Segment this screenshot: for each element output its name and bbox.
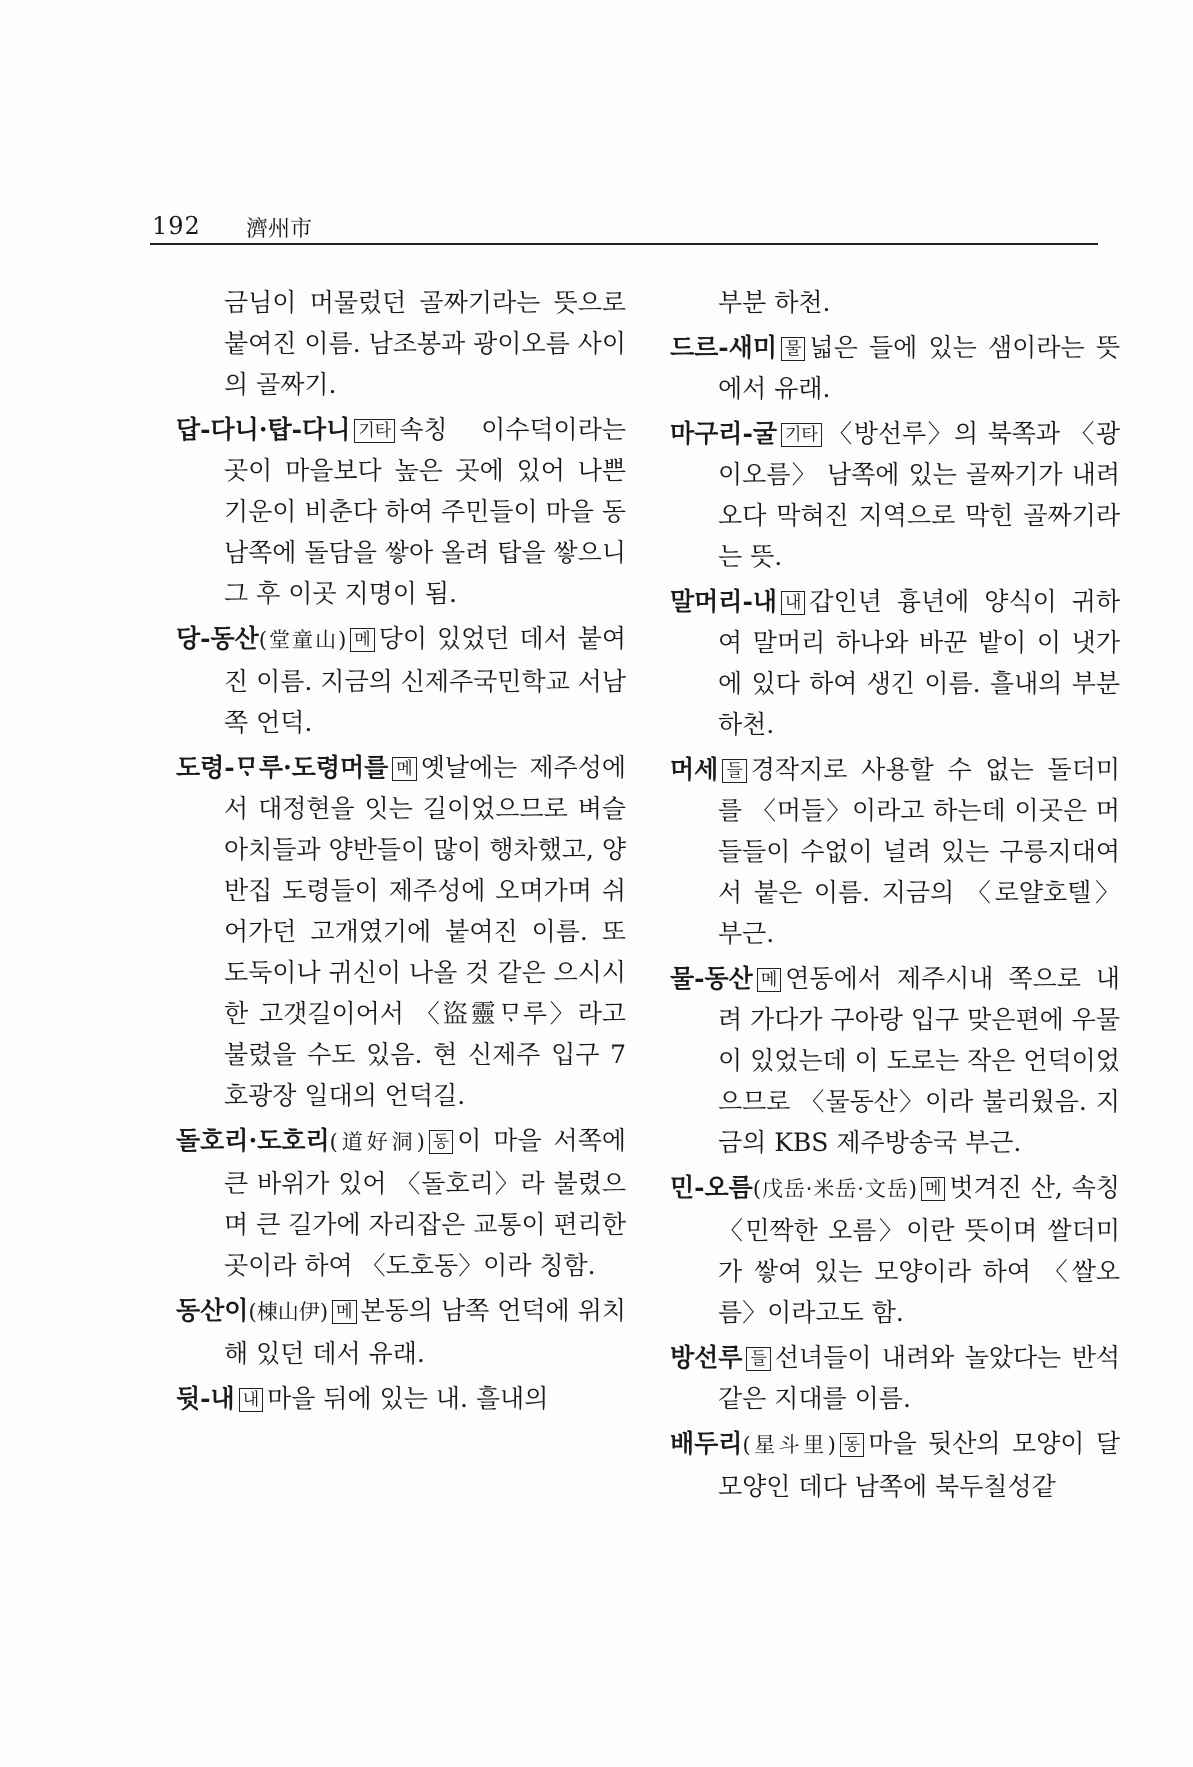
entry-category-tag: 기타 — [354, 419, 395, 443]
dictionary-entry — [176, 1120, 626, 1286]
entry-category-tag: 메 — [332, 1300, 356, 1324]
entry-definition: 마을 뒷산의 모양이 달 모양인 데다 남쪽에 북두칠성같 — [718, 1429, 1120, 1501]
entry-category-tag: 메 — [392, 757, 416, 781]
dictionary-entry — [670, 1337, 1120, 1419]
entry-hanja: (戊岳·米岳·文岳) — [752, 1177, 917, 1201]
entry-headword: 뒷-내 — [176, 1384, 235, 1413]
entry-hanja: (堂童山) — [258, 628, 347, 652]
running-title: 濟州市 — [246, 217, 313, 242]
entry-headword: 배두리 — [670, 1429, 743, 1458]
entry-category-tag: 메 — [921, 1177, 945, 1201]
dictionary-entry — [176, 618, 626, 743]
entry-headword: 돌호리·도호리 — [176, 1126, 330, 1155]
entry-definition: 마을 뒤에 있는 내. 흘내의 — [267, 1384, 549, 1413]
dictionary-entry — [670, 413, 1120, 577]
page-header — [150, 208, 1098, 242]
entry-definition: 금님이 머물렀던 골짜기라는 뜻으로 붙여진 이름. 남조봉과 광이오름 사이의 골짜기. — [224, 288, 626, 399]
dictionary-entry — [670, 1423, 1120, 1507]
entry-category-tag: 메 — [757, 968, 781, 992]
entry-hanja: (道好洞) — [329, 1130, 425, 1154]
header-rule — [150, 243, 1098, 245]
entry-headword: 마구리-굴 — [670, 419, 777, 448]
entry-definition: 선녀들이 내려와 놀았다는 반석 같은 지대를 이름. — [718, 1343, 1120, 1413]
left-column — [176, 282, 626, 1423]
entry-definition: 옛날에는 제주성에서 대정현을 잇는 길이었으므로 벼슬아치들과 양반들이 많이 행차했고, 양반집 도령들이 제주성에 오며가며 쉬어가던 고개였기에 붙여진 이름. 또 도둑이나 귀신이 나올 것 같은 으시시한 고갯길이어서 〈盜靈ᄆᆞ루〉라고 불렸을 수도 있음. 현 신제주 입구 7호광장 일대의 언덕길. — [224, 753, 626, 1110]
right-column — [670, 282, 1120, 1511]
entry-definition: 경작지로 사용할 수 없는 돌더미를 〈머들〉이라고 하는데 이곳은 머들들이 수없이 널려 있는 구릉지대여서 붙은 이름. 지금의 〈로얄호텔〉 부근. — [718, 755, 1120, 948]
entry-headword: 당-동산 — [176, 624, 259, 653]
entry-headword: 머세 — [670, 755, 719, 784]
continued-text — [670, 282, 1120, 323]
entry-headword: 말머리-내 — [670, 587, 777, 616]
dictionary-entry — [176, 1378, 626, 1419]
dictionary-entry — [670, 1167, 1120, 1333]
entry-headword: 동산이 — [176, 1296, 249, 1325]
entry-headword: 물-동산 — [670, 964, 753, 993]
entry-headword: 도령-ᄆᆞ루·도령머를 — [176, 753, 389, 782]
entry-category-tag: 내 — [239, 1388, 263, 1412]
entry-hanja: (星斗里) — [742, 1433, 836, 1457]
entry-definition: 당이 있었던 데서 붙여진 이름. 지금의 신제주국민학교 서남쪽 언덕. — [224, 624, 626, 737]
dictionary-entry — [176, 747, 626, 1116]
entry-category-tag: 들 — [722, 759, 746, 783]
entry-definition: 넓은 들에 있는 샘이라는 뜻에서 유래. — [718, 333, 1120, 403]
dictionary-entry — [176, 409, 626, 614]
entry-category-tag: 동 — [429, 1130, 453, 1154]
entry-category-tag: 메 — [350, 628, 374, 652]
entry-category-tag: 기타 — [781, 423, 822, 447]
entry-category-tag: 물 — [781, 337, 805, 361]
dictionary-entry — [670, 581, 1120, 745]
entry-definition: 본동의 남쪽 언덕에 위치해 있던 데서 유래. — [224, 1296, 627, 1368]
entry-definition: 부분 하천. — [718, 288, 831, 317]
continued-text — [176, 282, 626, 405]
entry-headword: 드르-새미 — [670, 333, 777, 362]
entry-definition: 〈방선루〉의 북쪽과 〈광이오름〉 남쪽에 있는 골짜기가 내려오다 막혀진 지역으로 막힌 골짜기라는 뜻. — [718, 419, 1120, 571]
dictionary-entry — [670, 749, 1120, 954]
entry-definition: 속칭 이수덕이라는 곳이 마을보다 높은 곳에 있어 나쁜 기운이 비춘다 하여 주민들이 마을 동남쪽에 돌담을 쌓아 올려 탑을 쌓으니 그 후 이곳 지명이 됨. — [224, 415, 626, 608]
entry-category-tag: 동 — [840, 1433, 864, 1457]
entry-definition: 연동에서 제주시내 쪽으로 내려 가다가 구아랑 입구 맞은편에 우물이 있었는데 이 도로는 작은 언덕이었으므로 〈물동산〉이라 불리웠음. 지금의 KBS 제주방송국 부근. — [718, 964, 1120, 1157]
entry-definition: 벗겨진 산, 속칭 〈민짝한 오름〉이란 뜻이며 쌀더미가 쌓여 있는 모양이라 하여 〈쌀오름〉이라고도 함. — [718, 1173, 1120, 1327]
dictionary-entry — [670, 958, 1120, 1163]
entry-headword: 민-오름 — [670, 1173, 753, 1202]
entry-definition: 이 마을 서쪽에 큰 바위가 있어 〈돌호리〉라 불렸으며 큰 길가에 자리잡은 교통이 편리한 곳이라 하여 〈도호동〉이라 칭함. — [224, 1126, 626, 1280]
entry-definition: 갑인년 흉년에 양식이 귀하여 말머리 하나와 바꾼 밭이 이 냇가에 있다 하여 생긴 이름. 흘내의 부분 하천. — [718, 587, 1120, 739]
dictionary-entry — [670, 327, 1120, 409]
entry-category-tag: 들 — [746, 1347, 770, 1371]
dictionary-entry — [176, 1290, 626, 1374]
entry-category-tag: 내 — [781, 591, 805, 615]
entry-hanja: (棟山伊) — [248, 1300, 329, 1324]
entry-headword: 답-다니·탑-다니 — [176, 415, 351, 444]
entry-headword: 방선루 — [670, 1343, 743, 1372]
page-number: 192 — [152, 212, 201, 240]
